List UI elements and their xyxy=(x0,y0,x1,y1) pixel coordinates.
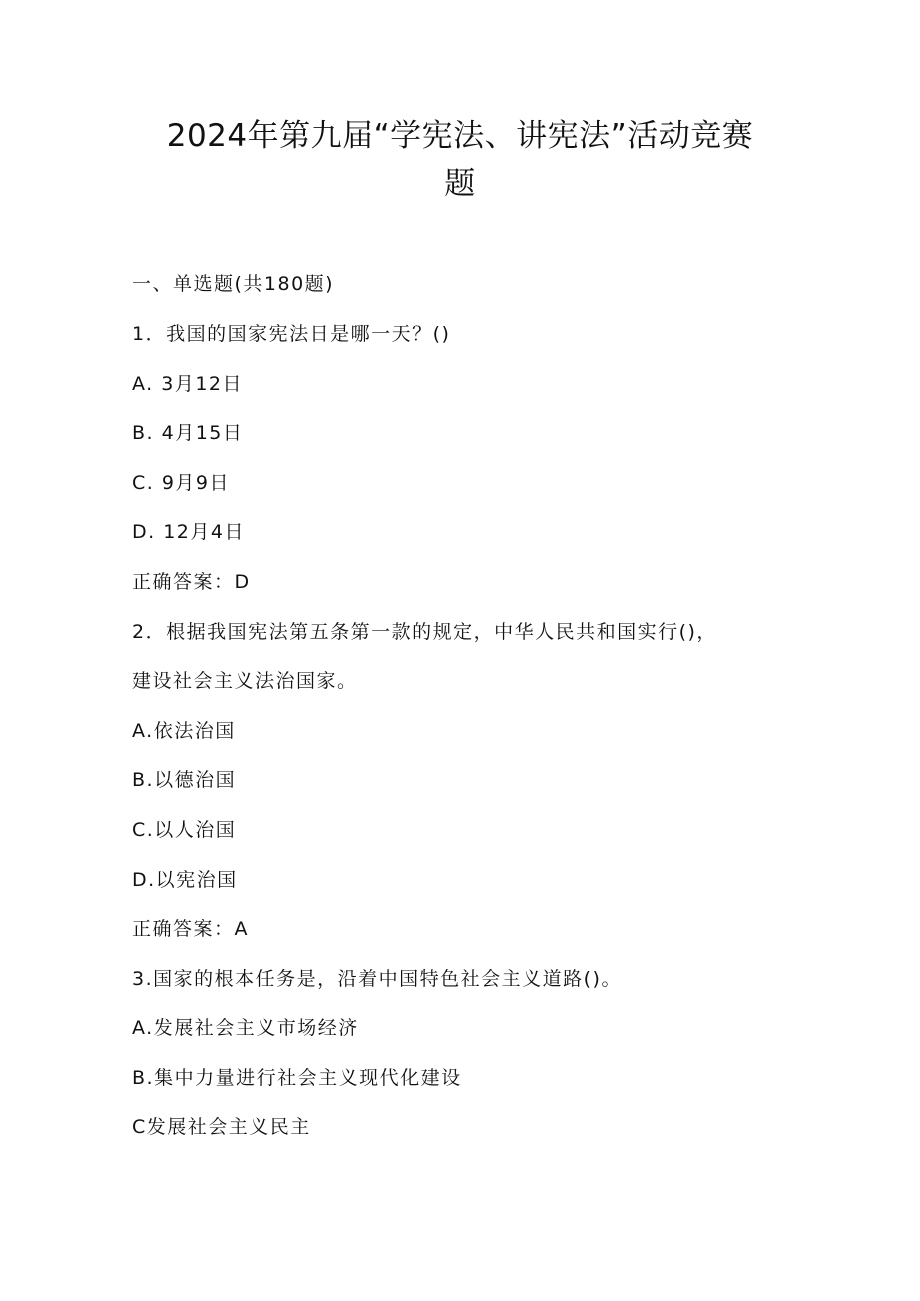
document-title-line-1: 2024年第九届“学宪法、讲宪法”活动竞赛 xyxy=(166,118,754,154)
question-1-stem: 1．我国的国家宪法日是哪一天？() xyxy=(132,323,451,345)
document-title-line-2: 题 xyxy=(444,166,476,202)
question-2-stem-line-1: 2．根据我国宪法第五条第一款的规定，中华人民共和国实行()， xyxy=(132,621,717,643)
question-2-answer: 正确答案：A xyxy=(132,918,249,940)
question-2-option-a: A.依法治国 xyxy=(132,720,236,742)
question-3-option-b: B.集中力量进行社会主义现代化建设 xyxy=(132,1067,462,1089)
question-2-option-d: D.以宪治国 xyxy=(132,869,238,891)
question-3-option-a: A.发展社会主义市场经济 xyxy=(132,1017,359,1039)
question-1-option-b: B. 4月15日 xyxy=(132,422,244,444)
question-3-stem: 3.国家的根本任务是，沿着中国特色社会主义道路()。 xyxy=(132,968,622,990)
question-1-option-d: D. 12月4日 xyxy=(132,521,245,543)
question-2-option-c: C.以人治国 xyxy=(132,819,237,841)
question-2-stem-line-2: 建设社会主义法治国家。 xyxy=(132,670,358,692)
question-1-option-c: C. 9月9日 xyxy=(132,472,231,494)
question-2-option-b: B.以德治国 xyxy=(132,769,237,791)
question-1-answer: 正确答案：D xyxy=(132,571,251,593)
question-1-option-a: A. 3月12日 xyxy=(132,373,244,395)
section-heading: 一、单选题(共180题) xyxy=(132,273,335,295)
question-3-option-c: C发展社会主义民主 xyxy=(132,1116,311,1138)
